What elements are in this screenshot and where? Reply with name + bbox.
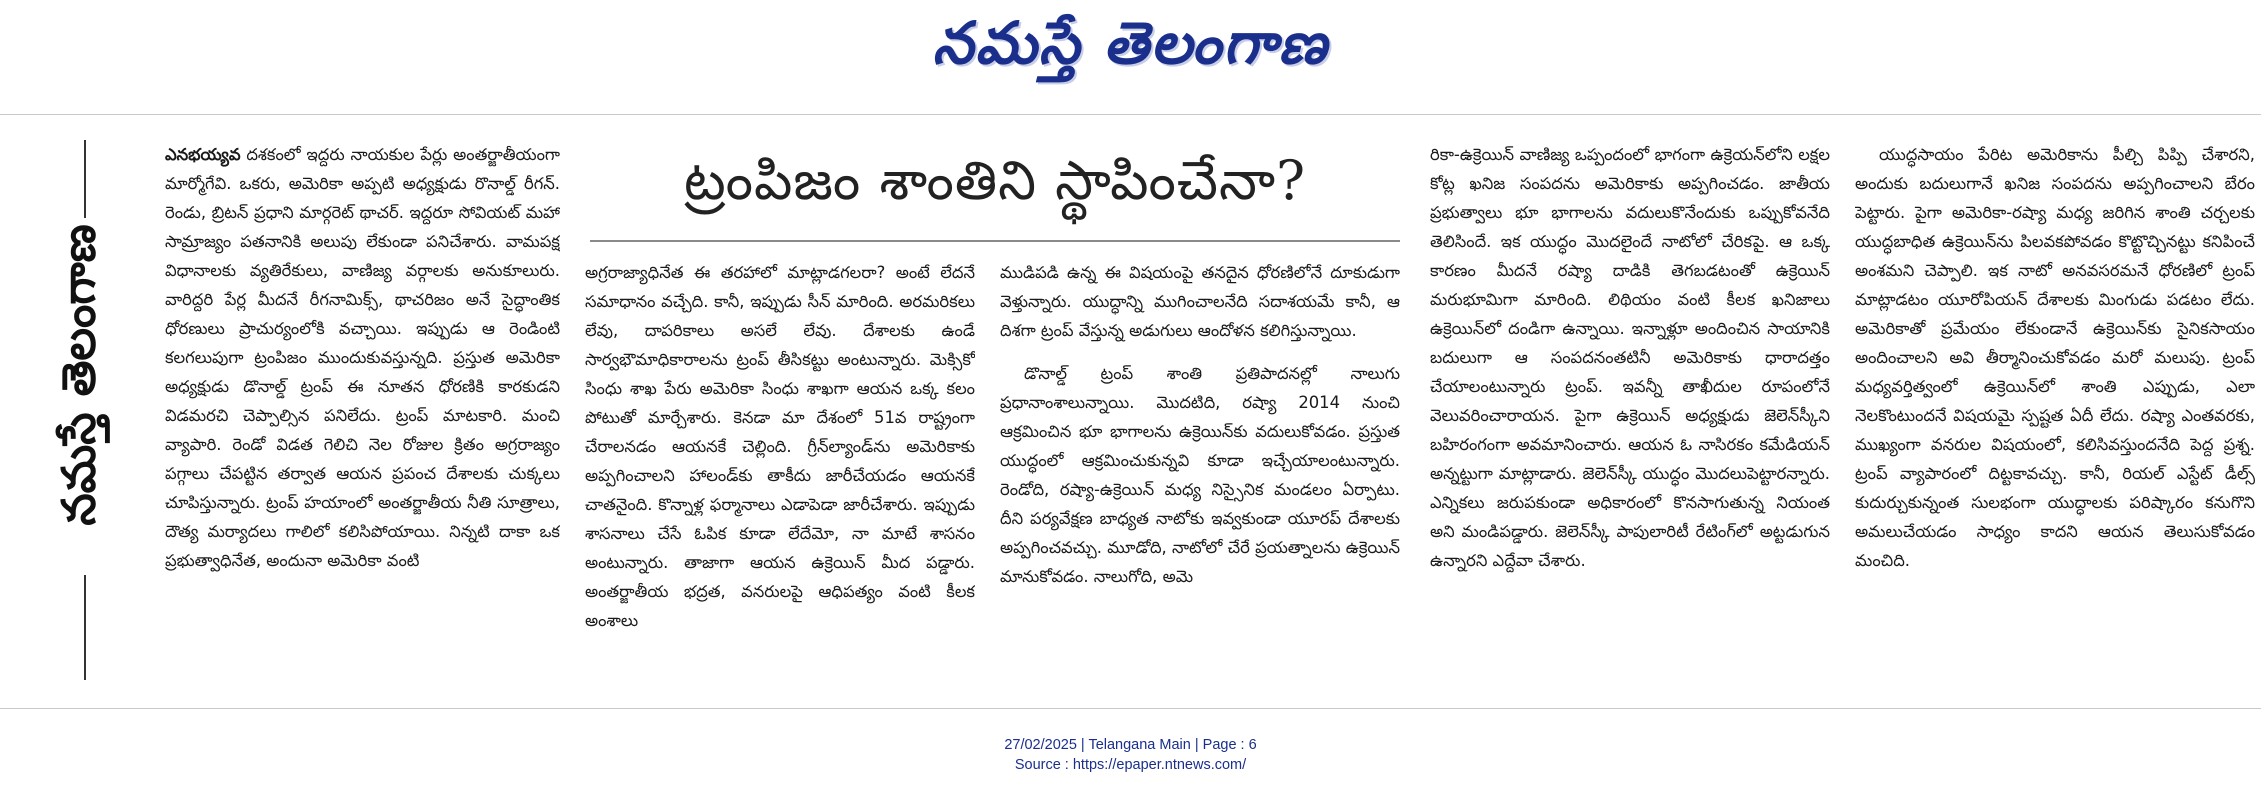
masthead: [0, 0, 2261, 100]
footer: [0, 735, 2261, 775]
side-logo-text: నమస్తే తెలంగాణ: [52, 224, 107, 526]
side-logo: [30, 140, 140, 610]
article-column-1: [165, 140, 560, 695]
article-column-4: [1430, 140, 1830, 695]
column-1-paragraph: [165, 140, 560, 575]
paragraph-spacer: [1000, 345, 1400, 359]
masthead-title: నమస్తే తెలంగాణ: [932, 8, 1329, 77]
top-rule: [0, 114, 2261, 115]
headline-rule: [590, 240, 1400, 242]
column-3-text-1: ముడిపడి ఉన్న ఈ విషయంపై తనదైన ధోరణిలోనే దూకుడుగా వెళ్తున్నారు. యుద్ధాన్ని ముగించాలనేది సదాశయమే కానీ, ఆ దిశగా ట్రంప్ వేస్తున్న అడుగులు ఆందోళన కలిగిస్తున్నాయి.: [1000, 263, 1400, 340]
column-4-text: రికా-ఉక్రెయిన్ వాణిజ్య ఒప్పందంలో భాగంగా ఉక్రెయన్‌లోని లక్షల కోట్ల ఖనిజ సంపదను అమెరికాకు అప్పగించడం. జాతీయ ప్రభుత్వాలు భూ భాగాలను వదులుకొనేందుకు ఒప్పుకోవనేది తెలిసిందే. ఇక యుద్ధం మొదలైందే నాటోలో చేరికపై. ఆ ఒక్క కారణం మీదనే రష్యా దాడికి తెగబడటంతో ఉక్రెయిన్ మరుభూమిగా మారింది. లిథియం వంటి కీలక ఖనిజాలు ఉక్రెయిన్‌లో దండిగా ఉన్నాయి. ఇన్నాళ్లూ అందించిన సాయానికి బదులుగా ఆ సంపదనంతటినీ అమెరికాకు ధారాదత్తం చేయాలంటున్నారు ట్రంప్. ఇవన్నీ తాఖీదుల రూపంలోనే వెలువరించారాయన. పైగా ఉక్రెయిన్ అధ్యక్షుడు జెలెన్‌స్కీని బహిరంగంగా అవమానించారు. ఆయన ఓ నాసిరకం కమేడియన్ అన్నట్టుగా మాట్లాడారు. జెలెన్‌స్కీ యుద్ధం మొదలుపెట్టారన్నారు. ఎన్నికలు జరుపకుండా అధికారంలో కొనసాగుతున్న నియంత అని మండిపడ్డారు. జెలెన్‌స్కీ పాపులారిటీ రేటింగ్‌లో అట్టడుగున ఉన్నారని ఎద్దేవా చేశారు.: [1430, 145, 1830, 570]
article-column-2: [585, 258, 975, 698]
lead-word: ఎనభయ్యవ: [165, 145, 241, 164]
column-5-text: యుద్ధసాయం పేరిట అమెరికాను పీల్చి పిప్పి చేశారని, అందుకు బదులుగానే ఖనిజ సంపదను అప్పగించాలని బేరం పెట్టారు. పైగా అమెరికా-రష్యా మధ్య జరిగిన శాంతి చర్చలకు యుద్ధబాధిత ఉక్రెయిన్‌ను పిలవకపోవడం కొట్టొచ్చినట్టు కనిపించే అంశమని చెప్పాలి. ఇక నాటో అనవసరమనే ధోరణిలో ట్రంప్ మాట్లాడటం యూరోపియన్ దేశాలకు మింగుడు పడటం లేదు. అమెరికాతో ప్రమేయం లేకుండానే ఉక్రెయిన్‌కు సైనికసాయం అందించాలని అవి తీర్మానించుకోవడం మరో మలుపు. ట్రంప్ మధ్యవర్తిత్వంలో ఉక్రెయిన్‌లో శాంతి ఎప్పుడు, ఎలా నెలకొంటుందనే విషయమై స్పష్టత ఏదీ లేదు. రష్యా ఎంతవరకు, ముఖ్యంగా వనరుల విషయంలో, కలిసివస్తుందనేది పెద్ద ప్రశ్న. ట్రంప్ వ్యాపారంలో దిట్టకావచ్చు. కానీ, రియల్ ఎస్టేట్ డీల్స్ కుదుర్చుకున్నంత సులభంగా యుద్ధాలకు పరిష్కారం కనుగొని అమలుచేయడం సాధ్యం కాదని ఆయన తెలుసుకోవడం మంచిది.: [1855, 145, 2255, 570]
footer-source-link[interactable]: Source : https://epaper.ntnews.com/: [1014, 757, 1247, 773]
column-1-text: దశకంలో ఇద్దరు నాయకుల పేర్లు అంతర్జాతీయంగా మార్మోగేవి. ఒకరు, అమెరికా అప్పటి అధ్యక్షుడు రొనాల్డ్ రీగన్. రెండు, బ్రిటన్ ప్రధాని మార్గరెట్ థాచర్. ఇద్దరూ సోవియట్ మహా సామ్రాజ్యం పతనానికి అలుపు లేకుండా పనిచేశారు. వామపక్ష విధానాలకు వ్యతిరేకులు, వాణిజ్య వర్గాలకు అనుకూలురు. వారిద్దరి పేర్ల మీదనే రీగనామిక్స్, థాచరిజం అనే సైద్ధాంతిక ధోరణులు ప్రాచుర్యంలోకి వచ్చాయి. ఇప్పుడు ఆ రెండింటి కలగలుపుగా ట్రంపిజం ముందుకువస్తున్నది. ప్రస్తుత అమెరికా అధ్యక్షుడు డొనాల్డ్ ట్రంప్ ఈ నూతన ధోరణికి కారకుడని విడమరచి చెప్పాల్సిన పనిలేదు. ట్రంప్ మాటకారి. మంచి వ్యాపారి. రెండో విడత గెలిచి నెల రోజుల క్రితం అగ్రరాజ్యం పగ్గాలు చేపట్టిన తర్వాత ఆయన ప్రపంచ దేశాలకు చుక్కలు చూపిస్తున్నారు. ట్రంప్ హయాంలో అంతర్జాతీయ నీతి సూత్రాలు, దౌత్య మర్యాదలు గాలిలో కలిసిపోయాయి. నిన్నటి దాకా ఒక ప్రభుత్వాధినేత, అందునా అమెరికా వంటి: [165, 145, 560, 570]
article-column-3: [1000, 258, 1400, 698]
article-column-5: [1855, 140, 2255, 695]
footer-date-edition: 27/02/2025 | Telangana Main | Page : 6: [1004, 737, 1257, 753]
bottom-rule: [0, 708, 2261, 709]
column-3-text-2: డొనాల్డ్ ట్రంప్ శాంతి ప్రతిపాదనల్లో నాలుగు ప్రధానాంశాలున్నాయి. మొదటిది, రష్యా 2014 నుంచి ఆక్రమించిన భూ భాగాలను ఉక్రెయిన్‌కు వదులుకోవడం. ప్రస్తుత యుద్ధంలో ఆక్రమించుకున్నవి కూడా ఇచ్చేయాలంటున్నారు. రెండోది, రష్యా-ఉక్రెయిన్ మధ్య నిస్సైనిక మండలం ఏర్పాటు. దీని పర్యవేక్షణ బాధ్యత నాటోకు ఇవ్వకుండా యూరప్ దేశాలకు అప్పగించవచ్చు. మూడోది, నాటోలో చేరే ప్రయత్నాలను ఉక్రెయిన్ మానుకోవడం. నాలుగోది, అమె: [1000, 364, 1400, 586]
column-2-text: అగ్రరాజ్యాధినేత ఈ తరహాలో మాట్లాడగలరా? అంటే లేదనే సమాధానం వచ్చేది. కానీ, ఇప్పుడు సీన్ మారింది. అరమరికలు లేవు, దాపరికాలు అసలే లేవు. దేశాలకు ఉండే సార్వభౌమాధికారాలను ట్రంప్ తీసికట్టు అంటున్నారు. మెక్సికో సింధు శాఖ పేరు అమెరికా సింధు శాఖగా ఆయన ఒక్క కలం పోటుతో మార్చేశారు. కెనడా మా దేశంలో 51వ రాష్ట్రంగా చేరాలనడం ఆయనకే చెల్లింది. గ్రీన్‌ల్యాండ్‌ను అమెరికాకు అప్పగించాలని హాలండ్‌కు తాకీదు జారీచేయడం ఆయనకే చాతనైంది. కొన్నాళ్ల ఫర్మానాలు ఎడాపెడా జారీచేశారు. ఇప్పుడు శాసనాలు చేసే ఓపిక కూడా లేదేమో, నా మాటే శాసనం అంటున్నారు. తాజాగా ఆయన ఉక్రెయిన్ మీద పడ్డారు. అంతర్జాతీయ భద్రత, వనరులపై ఆధిపత్యం వంటి కీలక అంశాలు: [585, 263, 975, 630]
headline: ట్రంపిజం శాంతిని స్థాపించేనా?: [683, 149, 1307, 212]
side-logo-line-bottom: [84, 575, 86, 680]
